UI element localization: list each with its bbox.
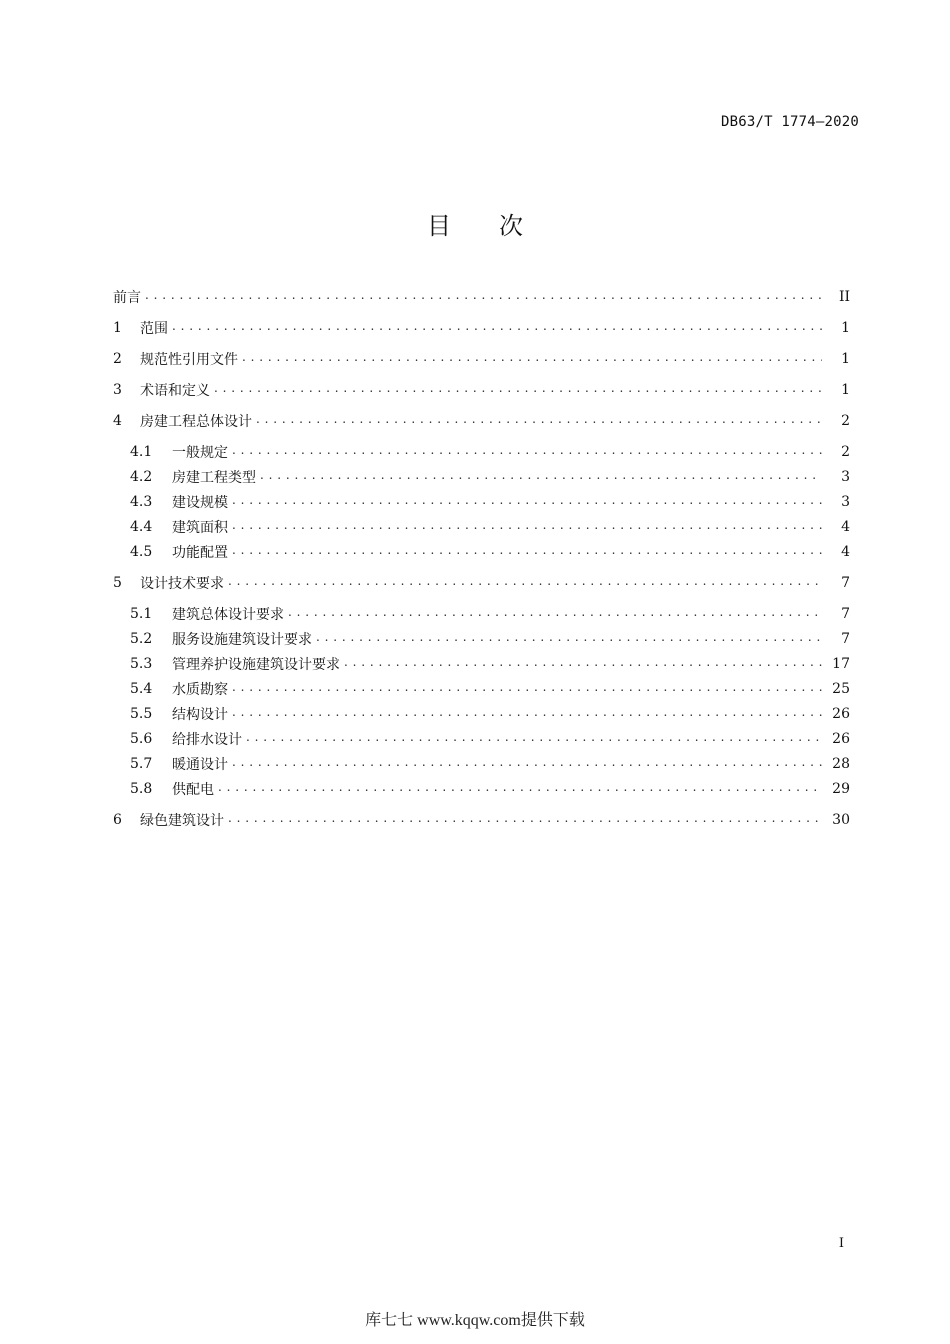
toc-entry-label: 房建工程总体设计 bbox=[140, 414, 252, 430]
toc-entry-number: 2 bbox=[113, 351, 122, 367]
toc-entry-label: 术语和定义 bbox=[140, 383, 210, 399]
toc-entry-label: 一般规定 bbox=[172, 445, 228, 461]
toc-entry-number: 4.2 bbox=[130, 469, 153, 485]
dot-leader bbox=[232, 541, 822, 563]
toc-entry-page: 3 bbox=[841, 469, 850, 485]
toc-entry[interactable] bbox=[113, 317, 850, 339]
toc-entry-label: 建筑总体设计要求 bbox=[172, 607, 284, 623]
toc-entry-number: 5 bbox=[113, 575, 122, 591]
toc-entry[interactable] bbox=[130, 778, 850, 800]
toc-entry-number: 4.1 bbox=[130, 444, 153, 460]
toc-entry-label: 功能配置 bbox=[172, 545, 228, 561]
toc-entry-page: 7 bbox=[841, 575, 850, 591]
toc-entry-page: 4 bbox=[841, 519, 850, 535]
toc-entry-label: 暖通设计 bbox=[172, 757, 228, 773]
toc-entry-label: 前言 bbox=[113, 290, 141, 306]
toc-entry[interactable] bbox=[130, 466, 850, 488]
dot-leader bbox=[256, 410, 822, 432]
toc-entry-label: 建设规模 bbox=[172, 495, 228, 511]
dot-leader bbox=[232, 678, 822, 700]
toc-entry-page: 7 bbox=[841, 631, 850, 647]
toc-entry[interactable] bbox=[130, 516, 850, 538]
toc-entry-number: 5.6 bbox=[130, 731, 153, 747]
footer-source-text: 库七七 www.kqqw.com提供下载 bbox=[365, 1312, 585, 1329]
toc-entry[interactable] bbox=[130, 628, 850, 650]
standard-code: DB63/T 1774—2020 bbox=[720, 114, 859, 130]
toc-entry-page: 26 bbox=[832, 731, 850, 747]
dot-leader bbox=[232, 441, 822, 463]
toc-entry[interactable] bbox=[113, 410, 850, 432]
toc-entry-page: 2 bbox=[841, 413, 850, 429]
page-number: I bbox=[838, 1236, 844, 1251]
dot-leader bbox=[228, 809, 822, 831]
dot-leader bbox=[145, 286, 822, 308]
toc-entry-label: 管理养护设施建筑设计要求 bbox=[172, 657, 340, 673]
toc-entry-page: 3 bbox=[841, 494, 850, 510]
dot-leader bbox=[316, 628, 822, 650]
toc-entry[interactable] bbox=[130, 653, 850, 675]
toc-entry-label: 结构设计 bbox=[172, 707, 228, 723]
toc-entry-page: 28 bbox=[832, 756, 850, 772]
toc-entry-page: 29 bbox=[832, 781, 850, 797]
dot-leader bbox=[218, 778, 822, 800]
toc-entry[interactable] bbox=[130, 441, 850, 463]
dot-leader bbox=[232, 491, 822, 513]
toc-entry-number: 5.5 bbox=[130, 706, 153, 722]
toc-entry-label: 建筑面积 bbox=[172, 520, 228, 536]
toc-entry-number: 3 bbox=[113, 382, 122, 398]
toc-entry-number: 5.4 bbox=[130, 681, 153, 697]
toc-entry[interactable] bbox=[113, 572, 850, 594]
toc-entry-number: 1 bbox=[113, 320, 122, 336]
dot-leader bbox=[228, 572, 822, 594]
dot-leader bbox=[260, 466, 822, 488]
toc-entry-label: 设计技术要求 bbox=[140, 576, 224, 592]
toc-entry-page: 17 bbox=[832, 656, 850, 672]
toc-entry-page: 1 bbox=[841, 320, 850, 336]
toc-entry[interactable] bbox=[130, 541, 850, 563]
toc-entry-number: 6 bbox=[113, 812, 122, 828]
toc-title-char-1: 目 bbox=[427, 212, 451, 240]
toc-entry-page: 1 bbox=[841, 351, 850, 367]
toc-entry[interactable] bbox=[130, 603, 850, 625]
toc-entry-label: 供配电 bbox=[172, 782, 214, 798]
dot-leader bbox=[232, 753, 822, 775]
toc-title-char-2: 次 bbox=[499, 212, 523, 240]
toc-entry-number: 5.3 bbox=[130, 656, 153, 672]
toc-entry-label: 房建工程类型 bbox=[172, 470, 256, 486]
toc-entry[interactable] bbox=[130, 753, 850, 775]
toc-entry-page: 30 bbox=[832, 812, 850, 828]
toc-entry[interactable] bbox=[130, 703, 850, 725]
dot-leader bbox=[288, 603, 822, 625]
toc-entry-number: 5.8 bbox=[130, 781, 153, 797]
toc-entry[interactable] bbox=[113, 348, 850, 370]
toc-entry[interactable] bbox=[130, 491, 850, 513]
toc-entry-page: II bbox=[838, 289, 850, 305]
toc-entry[interactable] bbox=[113, 379, 850, 401]
toc-entry-number: 4.4 bbox=[130, 519, 153, 535]
toc-entry[interactable] bbox=[130, 678, 850, 700]
toc-entry-number: 5.2 bbox=[130, 631, 153, 647]
dot-leader bbox=[344, 653, 822, 675]
dot-leader bbox=[242, 348, 822, 370]
toc-entry-label: 水质勘察 bbox=[172, 682, 228, 698]
toc-entry-page: 26 bbox=[832, 706, 850, 722]
toc-entry-label: 绿色建筑设计 bbox=[140, 813, 224, 829]
toc-entry-number: 5.1 bbox=[130, 606, 153, 622]
toc-entry-page: 2 bbox=[841, 444, 850, 460]
toc-entry-label: 给排水设计 bbox=[172, 732, 242, 748]
toc-entry-number: 4.5 bbox=[130, 544, 153, 560]
dot-leader bbox=[214, 379, 822, 401]
toc-entry[interactable] bbox=[113, 286, 850, 308]
toc-entry[interactable] bbox=[130, 728, 850, 750]
toc-entry-label: 服务设施建筑设计要求 bbox=[172, 632, 312, 648]
dot-leader bbox=[246, 728, 822, 750]
toc-entry-page: 4 bbox=[841, 544, 850, 560]
toc-entry-number: 5.7 bbox=[130, 756, 153, 772]
toc-entry-label: 规范性引用文件 bbox=[140, 352, 238, 368]
dot-leader bbox=[232, 703, 822, 725]
toc-title bbox=[0, 206, 950, 241]
toc-entry-number: 4 bbox=[113, 413, 122, 429]
toc-entry-page: 25 bbox=[832, 681, 850, 697]
dot-leader bbox=[172, 317, 822, 339]
toc-entry-number: 4.3 bbox=[130, 494, 153, 510]
toc-entry-label: 范围 bbox=[140, 321, 168, 337]
toc-entry-page: 1 bbox=[841, 382, 850, 398]
dot-leader bbox=[232, 516, 822, 538]
toc-entry[interactable] bbox=[113, 809, 850, 831]
toc-entry-page: 7 bbox=[841, 606, 850, 622]
